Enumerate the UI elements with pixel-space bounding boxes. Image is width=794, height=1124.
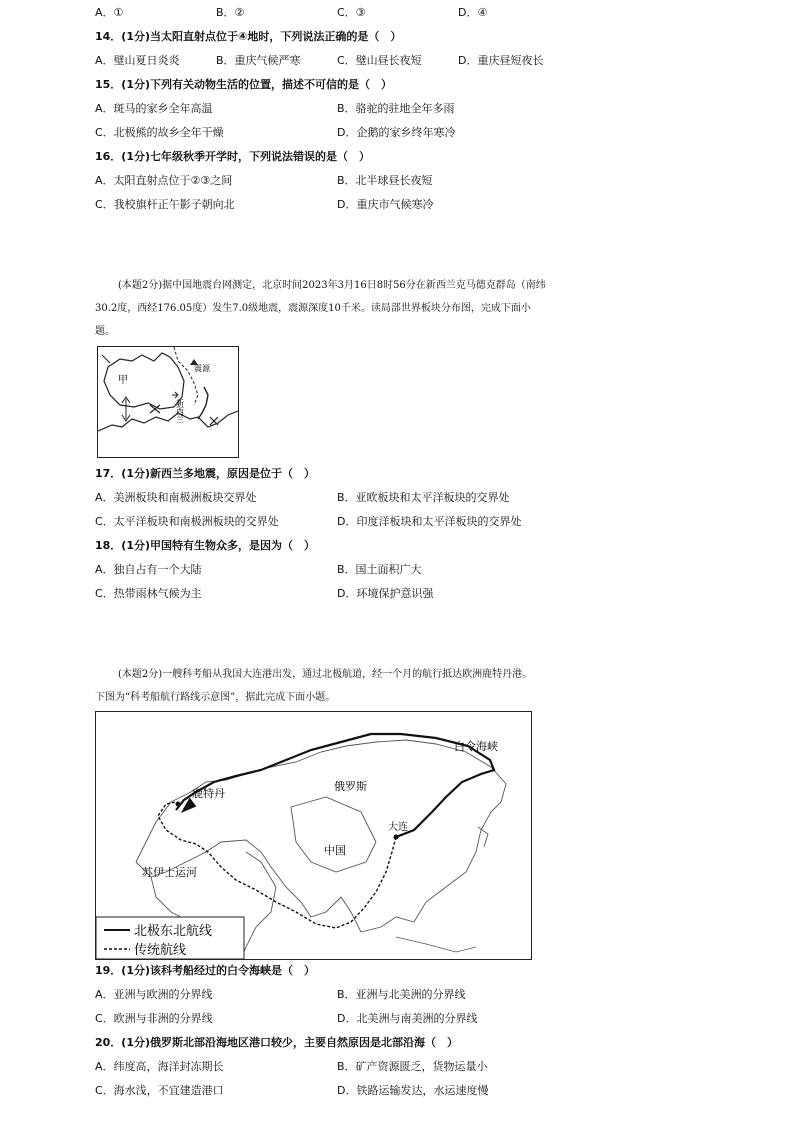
q15-option-a: A．斑马的家乡全年高温 bbox=[95, 102, 213, 115]
q16-option-b: B．北半球昼长夜短 bbox=[337, 174, 433, 187]
q19-option-d: D．北美洲与南美洲的分界线 bbox=[337, 1012, 478, 1025]
q17-option-c: C．太平洋板块和南极洲板块的交界处 bbox=[95, 515, 279, 528]
option-d: D．④ bbox=[458, 6, 488, 19]
q16-option-d: D．重庆市气候寒冷 bbox=[337, 198, 434, 211]
q19-option-a: A．亚洲与欧洲的分界线 bbox=[95, 988, 213, 1001]
eurasia-coast-north bbox=[136, 740, 506, 922]
plate-arrow-nw bbox=[102, 355, 110, 363]
rotterdam-port-dot bbox=[176, 802, 181, 807]
label-bering-strait: 白令海峡 bbox=[454, 740, 498, 753]
plate-arrow-vertical bbox=[122, 397, 130, 421]
route-map-graphic bbox=[96, 712, 531, 959]
label-epicenter: 震源 bbox=[194, 364, 210, 373]
q17-option-d: D．印度洋板块和太平洋板块的交界处 bbox=[337, 515, 522, 528]
q17-option-b: B．亚欧板块和太平洋板块的交界处 bbox=[337, 491, 510, 504]
question-19: 19．(1分)该科考船经过的白令海峡是（ ） bbox=[95, 964, 316, 977]
q15-option-d: D．企鹅的家乡终年寒冷 bbox=[337, 126, 456, 139]
legend-arctic-route: 北极东北航线 bbox=[134, 924, 213, 939]
q18-option-a: A．独自占有一个大陆 bbox=[95, 563, 202, 576]
label-china: 中国 bbox=[324, 844, 346, 857]
option-a: A．① bbox=[95, 6, 124, 19]
label-rotterdam: 鹿特丹 bbox=[192, 787, 225, 800]
question-17: 17．(1分)新西兰多地震，原因是位于（ ） bbox=[95, 467, 316, 480]
china-border bbox=[291, 797, 376, 872]
q15-option-c: C．北极熊的故乡全年干燥 bbox=[95, 126, 224, 139]
label-new-zealand: 新西兰 bbox=[175, 399, 185, 423]
q19-option-b: B．亚洲与北美洲的分界线 bbox=[337, 988, 466, 1001]
q20-option-b: B．矿产资源匮乏，货物运量小 bbox=[337, 1060, 488, 1073]
q20-option-a: A．纬度高，海洋封冻期长 bbox=[95, 1060, 224, 1073]
label-suez-canal: 苏伊士运河 bbox=[142, 866, 197, 879]
option-b: B．② bbox=[216, 6, 245, 19]
q17-option-a: A．美洲板块和南极洲板块交界处 bbox=[95, 491, 257, 504]
q19-option-c: C．欧洲与非洲的分界线 bbox=[95, 1012, 213, 1025]
question-15: 15．(1分)下列有关动物生活的位置，描述不可信的是（ ） bbox=[95, 78, 393, 91]
q20-option-c: C．海水浅，不宜建造港口 bbox=[95, 1084, 224, 1097]
q18-option-d: D．环境保护意识强 bbox=[337, 587, 434, 600]
q16-option-a: A．太阳直射点位于②③之间 bbox=[95, 174, 233, 187]
question-18: 18．(1分)甲国特有生物众多，是因为（ ） bbox=[95, 539, 316, 552]
q14-option-b: B．重庆气候严寒 bbox=[216, 54, 301, 67]
q18-option-c: C．热带雨林气候为主 bbox=[95, 587, 202, 600]
legend-traditional-route: 传统航线 bbox=[134, 943, 187, 958]
intro-shipping-line1: (本题2分)一艘科考船从我国大连港出发，通过北极航道，经一个月的航行抵达欧洲鹿特丹港。 bbox=[118, 669, 533, 680]
southern-ridge bbox=[98, 411, 238, 431]
question-20: 20．(1分)俄罗斯北部沿海地区港口较少，主要自然原因是北部沿海（ ） bbox=[95, 1036, 459, 1049]
australia-outline bbox=[104, 353, 184, 409]
intro-earthquake-line2: 30.2度，西经176.05度）发生7.0级地震，震源深度10千米。读局部世界板块分布图，完成下面小 bbox=[95, 303, 531, 314]
plate-boundary-map bbox=[97, 346, 239, 458]
shipping-route-map bbox=[95, 711, 532, 960]
question-16: 16．(1分)七年级秋季开学时，下列说法错误的是（ ） bbox=[95, 150, 371, 163]
q14-option-a: A．璧山夏日炎炎 bbox=[95, 54, 180, 67]
label-russia: 俄罗斯 bbox=[334, 780, 367, 793]
q16-option-c: C．我校旗杆正午影子朝向北 bbox=[95, 198, 235, 211]
q18-option-b: B．国土面积广大 bbox=[337, 563, 422, 576]
arabia-india-coast bbox=[241, 852, 276, 959]
plate-map-graphic bbox=[98, 347, 238, 457]
boundary-cross-2 bbox=[210, 417, 218, 425]
intro-earthquake-line1: (本题2分)据中国地震台网测定，北京时间2023年3月16日8时56分在新西兰克马德克群岛（南纬 bbox=[118, 280, 546, 291]
label-dalian: 大连 bbox=[388, 822, 408, 833]
new-zealand-outline bbox=[198, 387, 208, 419]
q15-option-b: B．骆驼的驻地全年多雨 bbox=[337, 102, 455, 115]
q20-option-d: D．铁路运输发达，水运速度慢 bbox=[337, 1084, 489, 1097]
q14-option-c: C．璧山昼长夜短 bbox=[337, 54, 422, 67]
option-c: C．③ bbox=[337, 6, 366, 19]
intro-shipping-line2: 下图为“科考船航行路线示意图”，据此完成下面小题。 bbox=[95, 692, 336, 703]
dalian-port-dot bbox=[394, 835, 399, 840]
intro-earthquake-line3: 题。 bbox=[95, 326, 115, 337]
traditional-route bbox=[158, 802, 396, 928]
question-14: 14．(1分)当太阳直射点位于④地时，下列说法正确的是（ ） bbox=[95, 30, 402, 43]
indonesia-coast bbox=[396, 937, 476, 952]
q14-option-d: D．重庆昼短夜长 bbox=[458, 54, 544, 67]
label-jia: 甲 bbox=[118, 375, 128, 386]
